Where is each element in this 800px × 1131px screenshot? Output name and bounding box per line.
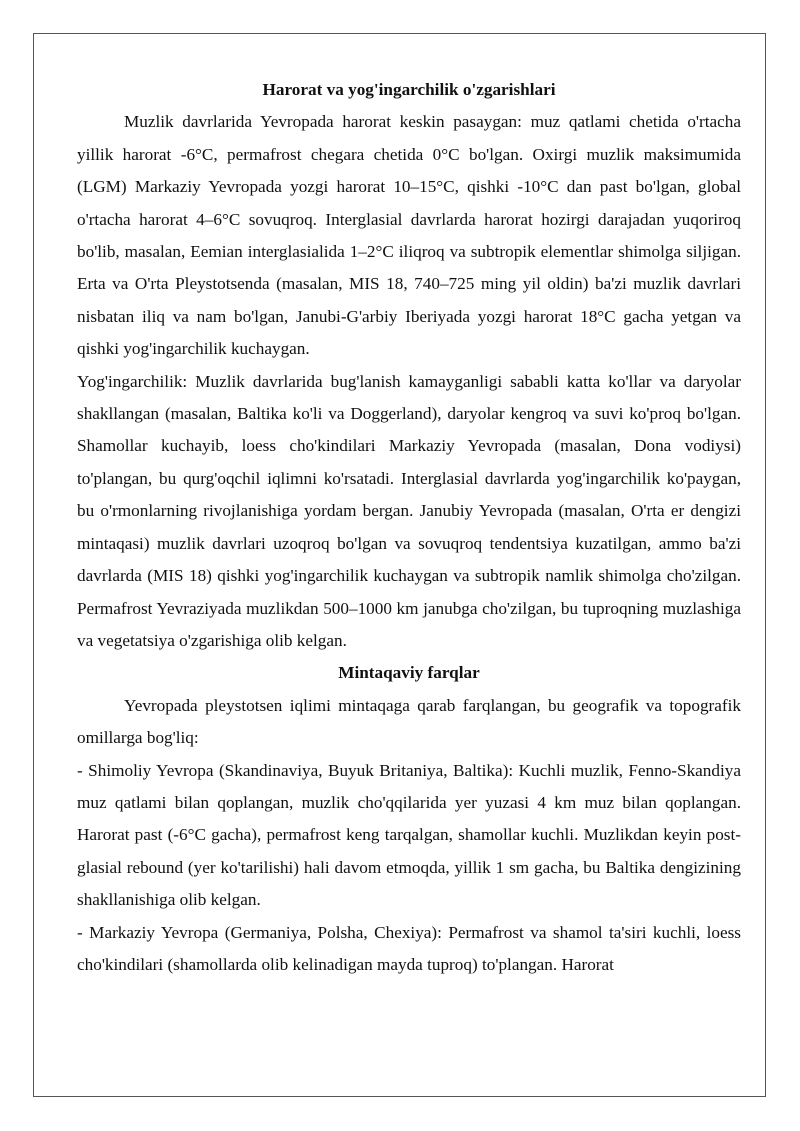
document-body [77, 74, 741, 981]
section-heading-regional: Mintaqaviy farqlar [338, 663, 480, 683]
paragraph-precipitation: Yog'ingarchilik: Muzlik davrlarida bug'lanish kamayganligi sababli katta ko'llar va daryolar shakllangan (masalan, Baltika ko'li va Doggerland), daryolar kengroq va suvi ko'proq bo'lgan. Shamollar kuchayib, loess cho'kindilari Markaziy Yevropada (masalan, Dona vodiysi) to'plangan, bu qurg'oqchil iqlimni ko'rsatadi. Interglasial davrlarda yog'ingarchilik ko'paygan, bu o'rmonlarning rivojlanishiga yordam bergan. Janubiy Yevropada (masalan, O'rta er dengizi mintaqasi) muzlik davrlari uzoqroq bo'lgan va sovuqroq tendentsiya kuzatilgan, ammo ba'zi davrlarda (MIS 18) qishki yog'ingarchilik kuchaygan va subtropik namlik shimolga cho'zilgan. Permafrost Yevraziyada muzlikdan 500–1000 km janubga cho'zilgan, bu tuproqning muzlashiga va vegetatsiya o'zgarishiga olib kelgan. [77, 371, 741, 650]
list-item-northern-europe: - Shimoliy Yevropa (Skandinaviya, Buyuk Britaniya, Baltika): Kuchli muzlik, Fenno-Skandiya muz qatlami bilan qoplangan, muzlik cho'qqilarida yer yuzasi 4 km muz bilan qoplangan. Harorat past (-6°C gacha), permafrost keng tarqalgan, shamollar kuchli. Muzlikdan keyin post-glasial rebound (yer ko'tarilishi) hali davom etmoqda, yillik 1 sm gacha, bu Baltika dengizining shakllanishiga olib kelgan. [77, 760, 741, 910]
section-heading-temperature: Harorat va yog'ingarchilik o'zgarishlari [262, 80, 556, 99]
paragraph-regional-intro: Yevropada pleystotsen iqlimi mintaqaga qarab farqlangan, bu geografik va topografik omillarga bog'liq: [77, 695, 741, 748]
list-item-central-europe: - Markaziy Yevropa (Germaniya, Polsha, Chexiya): Permafrost va shamol ta'siri kuchli, loess cho'kindilari (shamollarda olib kelinadigan mayda tuproq) to'plangan. Harorat [77, 922, 741, 974]
paragraph-temperature: Muzlik davrlarida Yevropada harorat keskin pasaygan: muz qatlami chetida o'rtacha yillik harorat -6°C, permafrost chegara chetida 0°C bo'lgan. Oxirgi muzlik maksimumida (LGM) Markaziy Yevropada yozgi harorat 10–15°C, qishki -10°C dan past bo'lgan, global o'rtacha harorat 4–6°C sovuqroq. Interglasial davrlarda harorat hozirgi darajadan yuqoriroq bo'lib, masalan, Eemian interglasialida 1–2°C iliqroq va subtropik elementlar shimolga siljigan. Erta va O'rta Pleystotsenda (masalan, MIS 18, 740–725 ming yil oldin) ba'zi muzlik davrlari nisbatan iliq va nam bo'lgan, Janubi-G'arbiy Iberiyada yozgi harorat 18°C gacha yetgan va qishki yog'ingarchilik kuchaygan. [77, 112, 741, 359]
